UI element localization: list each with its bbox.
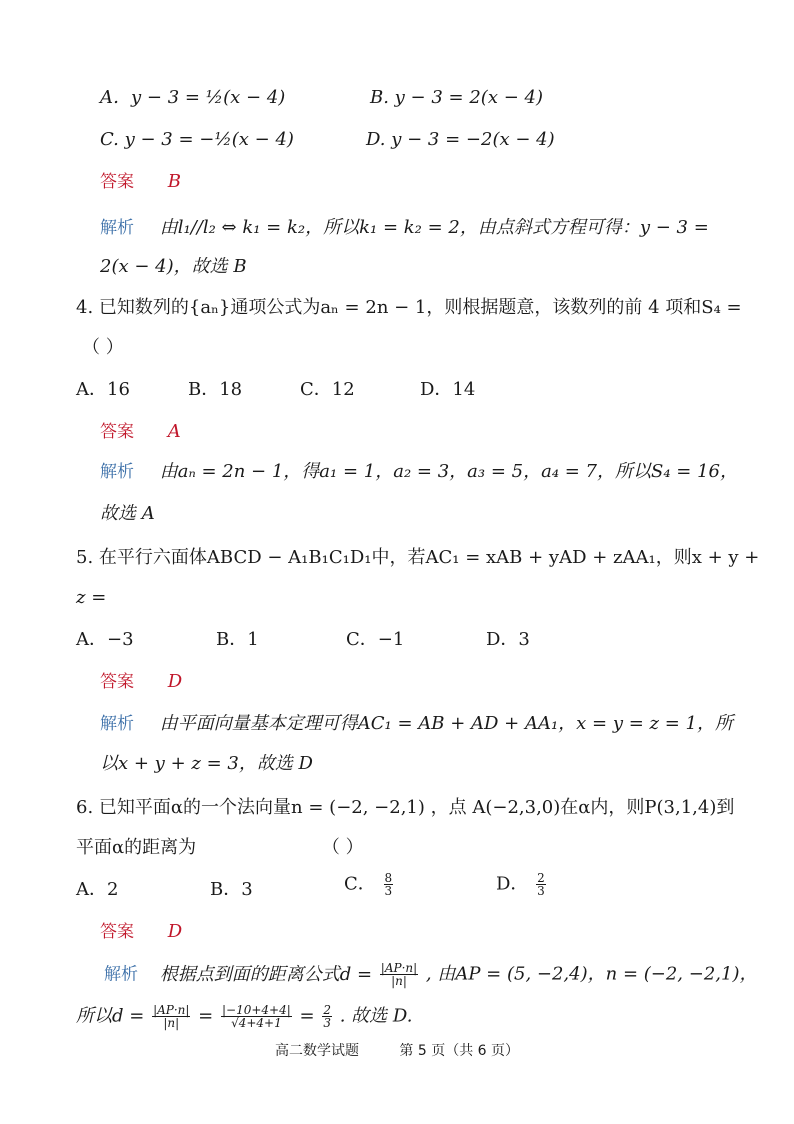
explain-text: 根据点到面的距离公式d = [159, 963, 373, 985]
q5-option-b: B．1 [216, 629, 259, 650]
q6-answer-blank: （ ） [321, 837, 364, 858]
q4-answer-row [100, 420, 181, 444]
answer-label: 答案 [100, 922, 134, 942]
q4-explanation-line2: 故选 A [100, 503, 155, 524]
q5-stem-line1: 5. 在平行六面体ABCD − A₁B₁C₁D₁中，若AC₁ = xAB + yAD + zAA₁，则x + y + [76, 547, 760, 568]
denominator: 3 [323, 1016, 331, 1030]
footer-page-number: 第 5 页（共 6 页） [399, 1043, 520, 1059]
q4-stem-line2: （ ） [82, 337, 124, 358]
q3-answer-row [100, 170, 181, 194]
q6-option-c [344, 872, 395, 897]
fraction [536, 872, 546, 897]
q6-stem-line2 [76, 836, 364, 860]
explain-text: . 故选 D. [339, 1005, 413, 1027]
option-letter: D． [496, 873, 529, 895]
q5-option-c: C．−1 [346, 629, 405, 650]
numerator: |−10+4+4| [222, 1003, 291, 1017]
q6-stem-text: 平面α的距离为 [76, 837, 197, 858]
q4-option-c: C．12 [300, 379, 355, 400]
explain-text: 由平面向量基本定理可得AC₁ = AB + AD + AA₁，x = y = z = 1，所 [159, 713, 733, 734]
fraction [380, 962, 418, 987]
fraction [384, 872, 394, 897]
explain-label: 解析 [104, 964, 138, 985]
q6-option-a: A．2 [76, 879, 119, 900]
q5-option-d: D．3 [486, 629, 530, 650]
denominator: 3 [537, 884, 545, 898]
q3-explanation-line2: 2(x − 4)，故选 B [100, 256, 247, 277]
fraction [152, 1004, 190, 1029]
q6-explanation-line1 [104, 962, 757, 987]
q5-option-a: A．−3 [76, 629, 134, 650]
q4-option-d: D．14 [420, 379, 476, 400]
q3-option-b: B. y − 3 = 2(x − 4) [370, 87, 543, 108]
page-footer [0, 1040, 794, 1060]
q6-explanation-line2 [76, 1004, 412, 1029]
explain-text: , 由AP = (5, −2,4)，n = (−2, −2,1)， [425, 963, 758, 985]
answer-label: 答案 [100, 422, 134, 442]
answer-value: D [167, 671, 183, 692]
q4-stem-line1: 4. 已知数列的{aₙ}通项公式为aₙ = 2n − 1，则根据题意，该数列的前 4 项和S₄ = [76, 297, 742, 318]
q4-explanation-line1 [100, 460, 738, 484]
explain-text: 由aₙ = 2n − 1，得a₁ = 1，a₂ = 3，a₃ = 5，a₄ = 7，所以S₄ = 16， [159, 461, 738, 482]
answer-value: B [167, 171, 181, 192]
explain-text: = [198, 1005, 214, 1027]
answer-label: 答案 [100, 672, 134, 692]
numerator: 8 [384, 871, 393, 885]
q6-answer-row [100, 920, 182, 944]
option-letter: C． [344, 873, 376, 895]
footer-subject: 高二数学试题 [274, 1043, 359, 1059]
fraction [221, 1004, 292, 1029]
denominator: |n| [391, 974, 407, 988]
answer-value: A [167, 421, 181, 442]
numerator: |AP·n| [153, 1003, 190, 1017]
answer-label: 答案 [100, 172, 134, 192]
denominator: 3 [384, 884, 393, 898]
explain-text: 由l₁//l₂ ⇔ k₁ = k₂，所以k₁ = k₂ = 2，由点斜式方程可得：y − 3 = [159, 217, 709, 238]
denominator: |n| [163, 1016, 180, 1030]
q3-option-a: A．y − 3 = ½(x − 4) [100, 87, 286, 108]
q6-stem-line1: 6. 已知平面α的一个法向量n = (−2, −2,1) ，点 A(−2,3,0)在α内，则P(3,1,4)到 [76, 797, 735, 818]
explain-label: 解析 [100, 714, 134, 734]
q3-option-c: C. y − 3 = −½(x − 4) [100, 129, 294, 150]
q5-explanation-line1 [100, 712, 733, 736]
q6-option-b: B．3 [210, 879, 253, 900]
q3-explanation-line1 [100, 216, 709, 240]
explain-text: = [299, 1005, 315, 1027]
numerator: |AP·n| [380, 961, 418, 975]
numerator: 2 [323, 1003, 331, 1017]
fraction [322, 1004, 332, 1029]
q3-option-d: D. y − 3 = −2(x − 4) [366, 129, 555, 150]
q4-option-a: A．16 [76, 379, 130, 400]
denominator: √4+4+1 [231, 1016, 282, 1030]
explain-label: 解析 [100, 462, 134, 482]
q4-option-b: B．18 [188, 379, 243, 400]
numerator: 2 [537, 871, 545, 885]
explain-label: 解析 [100, 218, 134, 238]
answer-value: D [167, 921, 183, 942]
q5-answer-row [100, 670, 182, 694]
q6-option-d [496, 872, 548, 897]
q5-stem-line2: z = [76, 587, 107, 608]
q5-explanation-line2: 以x + y + z = 3，故选 D [100, 753, 313, 774]
explain-text: 所以d = [76, 1005, 145, 1027]
